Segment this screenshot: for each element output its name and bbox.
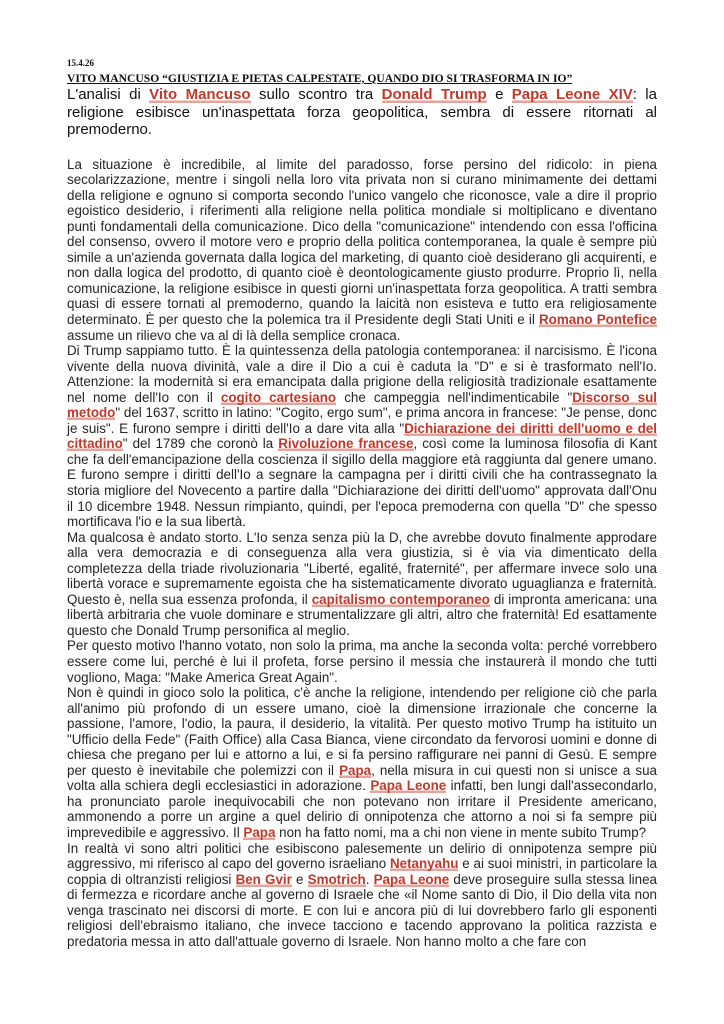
article-lede — [67, 86, 657, 139]
text-run: e ai suoi ministri, in particolare la coppia di oltranzisti religiosi — [67, 856, 657, 887]
highlighted-term: Netanyahu — [389, 856, 459, 872]
article-date: 15.4.26 — [67, 58, 94, 68]
highlighted-term: capitalismo contemporaneo — [311, 591, 490, 607]
article — [67, 58, 657, 949]
text-run: e — [291, 871, 308, 887]
text-run: deve proseguire sulla stessa linea di fermezza e ricordare anche al governo di Israele che «il Nome santo di Dio, il Dio della vita non venga trascinato nei discorsi di morte. E con lui e ancora più di lui dovrebbero farlo gli esponenti religiosi dell'ebraismo italiano, che invece tacciono e tacendo approvano la politica razzista e predatoria messa in atto dall'attuale governo di Israele. Non hanno molto a che fare con — [67, 871, 657, 949]
highlighted-term: Ben Gvir — [235, 871, 292, 887]
article-headline: VITO MANCUSO “GIUSTIZIA E PIETAS CALPESTATE, QUANDO DIO SI TRASFORMA IN IO” — [67, 72, 573, 85]
text-run: . — [365, 871, 374, 887]
highlighted-term: Papa — [339, 762, 372, 778]
paragraph-3 — [67, 530, 657, 639]
text-run: La situazione è incredibile, al limite del paradosso, forse persino del ridicolo: in piena secolarizzazione, mentre i singoli nella loro vita privata non si curano minimamente dei dettami della religione e ognuno si comporta secondo l'unico vangelo che riconosce, vale a dire il proprio egoistico desiderio, i riferimenti alla religione nella politica mondiale si moltiplicano e diventano punti fondamentali della comunicazione. Dico della "comunicazione" intendendo con essa l'officina del consenso, ovvero il motore vero e proprio della politica contemporanea, la quale è sempre più simile a un'azienda governata dalla logica del marketing, di quanto cioè desiderano gli acquirenti, e non dalla logica del prodotto, di quanto cioè è deontologicamente giusto produrre. Proprio lì, nella comunicazione, la religione esibisce in questi giorni un'inaspettata forza geopolitica. A tratti sembra quasi di essere tornati al premoderno, quando la laicità non esisteva e tutto era religiosamente determinato. È per questo che la polemica tra il Presidente degli Stati Uniti e il — [67, 156, 657, 327]
highlighted-term: Papa Leone — [373, 871, 450, 887]
highlighted-term: Dichiarazione dei diritti dell'uomo e del cittadino — [67, 420, 658, 452]
highlighted-term: Donald Trump — [381, 86, 487, 103]
paragraph-5 — [67, 685, 657, 840]
text-run: L'analisi di — [67, 86, 150, 103]
text-run: Non è quindi in gioco solo la politica, c'è anche la religione, intendendo per religione ciò che parla all'animo più profondo di un essere umano, cioè la dimensione irrazionale che concerne la passione, l'amore, l'odio, la paura, il desiderio, la vitalità. Per questo motivo Trump ha istituito un "Ufficio della Fede" (Faith Office) alla Casa Bianca, viene circondato da fervorosi uomini e donne di chiesa che pregano per lui e attorno a lui, e si fa persino raffigurare nei panni di Gesù. E sempre per questo è inevitabile che polemizzi con il — [67, 685, 657, 778]
text-run: sullo scontro tra — [250, 86, 382, 103]
highlighted-term: Vito Mancuso — [149, 86, 251, 103]
text-run: che campeggia nell'indimenticabile " — [336, 389, 573, 405]
highlighted-term: Discorso sul metodo — [67, 389, 657, 421]
text-run: non ha fatto nomi, ma a chi non viene in mente subito Trump? — [275, 825, 647, 841]
text-run: infatti, ben lungi dall'assecondarlo, ha pronunciato parole inequivocabili che non potevano non irritare il Presidente americano, ammonendo a porre un argine a quel delirio di onnipotenza che attorno a noi si fa sempre più imprevedibile e aggressivo. Il — [67, 778, 657, 841]
text-run: " del 1789 che coronò la — [122, 436, 279, 452]
paragraph-4 — [67, 638, 657, 685]
text-run: Di Trump sappiamo tutto. È la quintessenza della patologia contemporanea: il narcisismo. È l'icona vivente della nuova divinità, vale a dire il Dio a cui è caduta la "D" e si è trasformato nell'Io. Attenzione: la modernità si era emancipata dalla prigione della religiosità tradizionale esattamente nel nome dell'Io con il — [67, 343, 657, 405]
text-run: " del 1637, scritto in latino: "Cogito, ergo sum", e prima ancora in francese: "Je pense, donc je suis". E furono sempre i diritti dell'Io a dare vita alla " — [67, 405, 657, 436]
text-run: In realtà vi sono altri politici che esibiscono palesemente un delirio di onnipotenza sempre più aggressivo, mi riferisco al capo del governo israeliano — [67, 840, 657, 872]
text-run: di impronta americana: una libertà arbitraria che vuole dominare e strumentalizzare gli altri, altro che fraternità! Ed esattamente questo che Donald Trump personifica al meglio. — [67, 591, 658, 638]
paragraph-6 — [67, 841, 657, 950]
text-run: assume un rilievo che va al di là della semplice cronaca. — [67, 327, 401, 343]
text-run: , nella misura in cui questi non si unisce a sua volta alla schiera degli ecclesiastici in adorazione. — [67, 762, 657, 794]
highlighted-term: Papa Leone XIV — [511, 86, 633, 103]
highlighted-term: Smotrich — [307, 871, 366, 887]
highlighted-term: Papa — [243, 825, 276, 841]
paragraph-1 — [67, 157, 657, 344]
highlighted-term: Papa Leone — [370, 778, 447, 794]
highlighted-term: Rivoluzione francese — [278, 436, 414, 452]
text-run: , così come la luminosa filosofia di Kant che fa dell'emancipazione della coscienza il sigillo della maggiore età raggiunta dal genere umano. E furono sempre i diritti dell'Io a segnare la campagna per i diritti civili che ha contrassegnato la storia migliore del Novecento a partire dalla "Dichiarazione dei diritti dell'uomo" approvata dall'Onu il 10 dicembre 1948. Nessun rimpianto, quindi, per l'epoca premoderna con quella "D" che spesso mortificava l'io e la sua libertà. — [67, 436, 657, 530]
article-body — [67, 157, 657, 950]
highlighted-term: cogito cartesiano — [220, 389, 337, 405]
text-run: : la religione esibisce un'inaspettata forza geopolitica, sembra di essere ritornati al premoderno. — [67, 86, 657, 138]
paragraph-2 — [67, 343, 657, 530]
highlighted-term: Romano Pontefice — [538, 311, 657, 327]
text-run: Per questo motivo l'hanno votato, non solo la prima, ma anche la seconda volta: perché vorrebbero essere come lui, perché è lui il profeta, forse persino il messia che instaurerà il mondo che tutti vogliono, Maga: "Make America Great Again". — [67, 638, 657, 685]
text-run: Ma qualcosa è andato storto. L'Io senza senza più la D, che avrebbe dovuto finalmente approdare alla vera democrazia e di conseguenza alla vera giustizia, si è via via dimenticato della completezza della triade rivoluzionaria "Liberté, egalité, fraternité", per affermare invece solo una libertà vorace e supremamente egoista che ha sistematicamente divorato uguaglianza e fraternità. Questo è, nella sua essenza profonda, il — [67, 529, 657, 607]
text-run: e — [486, 86, 512, 103]
